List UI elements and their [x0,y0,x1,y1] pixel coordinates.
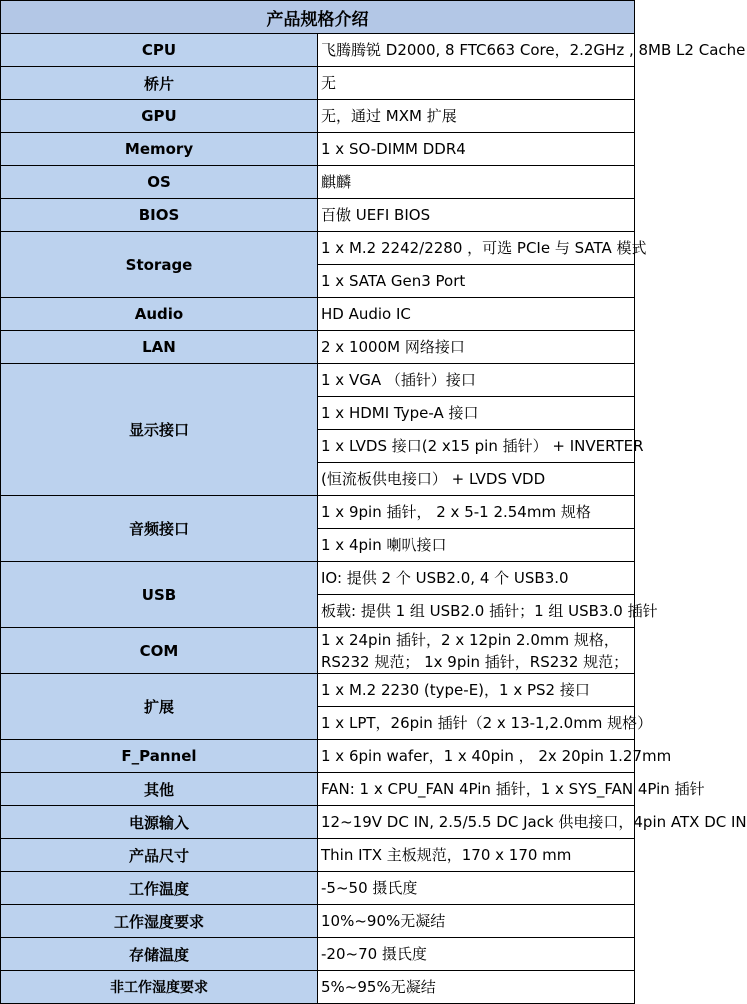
value-display-1: 1 x VGA （插针）接口 [318,364,635,397]
label-os: OS [1,166,318,199]
label-audio: Audio [1,298,318,331]
row-nonop-humidity [1,971,635,1004]
value-com: 1 x 24pin 插针，2 x 12pin 2.0mm 规格，RS232 规范； 1x 9pin 插针，RS232 规范； [318,628,635,674]
value-op-humidity: 10%~90%无凝结 [318,905,635,938]
row-other [1,773,635,806]
label-op-humidity: 工作湿度要求 [1,905,318,938]
label-bridge: 桥片 [1,67,318,100]
row-op-humidity [1,905,635,938]
value-os: 麒麟 [318,166,635,199]
value-audio-interface-1: 1 x 9pin 插针， 2 x 5-1 2.54mm 规格 [318,496,635,529]
title-row [1,1,635,34]
value-usb-2: 板载: 提供 1 组 USB2.0 插针；1 组 USB3.0 插针 [318,595,635,628]
row-os [1,166,635,199]
row-expansion-1 [1,674,635,707]
value-display-2: 1 x HDMI Type-A 接口 [318,397,635,430]
row-storage-temp [1,938,635,971]
value-f-panel: 1 x 6pin wafer，1 x 40pin ， 2x 20pin 1.27mm [318,740,635,773]
row-gpu [1,100,635,133]
value-nonop-humidity: 5%~95%无凝结 [318,971,635,1004]
row-size [1,839,635,872]
value-usb-1: IO: 提供 2 个 USB2.0, 4 个 USB3.0 [318,562,635,595]
value-display-3: 1 x LVDS 接口(2 x15 pin 插针） + INVERTER [318,430,635,463]
value-bios: 百傲 UEFI BIOS [318,199,635,232]
value-op-temp: -5~50 摄氏度 [318,872,635,905]
value-bridge: 无 [318,67,635,100]
row-power [1,806,635,839]
row-bridge [1,67,635,100]
value-cpu: 飞腾腾锐 D2000, 8 FTC663 Core，2.2GHz , 8MB L2 Cache [318,34,635,67]
value-other: FAN: 1 x CPU_FAN 4Pin 插针，1 x SYS_FAN 4Pin 插针 [318,773,635,806]
label-f-panel: F_Pannel [1,740,318,773]
row-com [1,628,635,674]
label-audio-interface: 音频接口 [1,496,318,562]
label-expansion: 扩展 [1,674,318,740]
label-usb: USB [1,562,318,628]
value-memory: 1 x SO-DIMM DDR4 [318,133,635,166]
label-com: COM [1,628,318,674]
value-expansion-1: 1 x M.2 2230 (type-E)，1 x PS2 接口 [318,674,635,707]
value-size: Thin ITX 主板规范，170 x 170 mm [318,839,635,872]
row-display-1 [1,364,635,397]
value-storage-temp: -20~70 摄氏度 [318,938,635,971]
row-audio [1,298,635,331]
row-cpu [1,34,635,67]
row-storage-1 [1,232,635,265]
value-storage-1: 1 x M.2 2242/2280 ，可选 PCIe 与 SATA 模式 [318,232,635,265]
label-op-temp: 工作温度 [1,872,318,905]
row-op-temp [1,872,635,905]
row-memory [1,133,635,166]
label-lan: LAN [1,331,318,364]
row-bios [1,199,635,232]
label-memory: Memory [1,133,318,166]
label-nonop-humidity: 非工作湿度要求 [1,971,318,1004]
value-lan: 2 x 1000M 网络接口 [318,331,635,364]
label-bios: BIOS [1,199,318,232]
label-cpu: CPU [1,34,318,67]
value-power: 12~19V DC IN, 2.5/5.5 DC Jack 供电接口，4pin ATX DC IN [318,806,635,839]
value-expansion-2: 1 x LPT，26pin 插针（2 x 13-1,2.0mm 规格） [318,707,635,740]
row-lan [1,331,635,364]
label-gpu: GPU [1,100,318,133]
label-power: 电源输入 [1,806,318,839]
label-display: 显示接口 [1,364,318,496]
row-audio-if-1 [1,496,635,529]
value-audio: HD Audio IC [318,298,635,331]
row-usb-1 [1,562,635,595]
value-display-4: (恒流板供电接口） + LVDS VDD [318,463,635,496]
value-gpu: 无，通过 MXM 扩展 [318,100,635,133]
label-other: 其他 [1,773,318,806]
label-storage: Storage [1,232,318,298]
value-storage-2: 1 x SATA Gen3 Port [318,265,635,298]
table-title: 产品规格介绍 [1,1,635,34]
label-size: 产品尺寸 [1,839,318,872]
label-storage-temp: 存储温度 [1,938,318,971]
value-audio-interface-2: 1 x 4pin 喇叭接口 [318,529,635,562]
row-f-panel [1,740,635,773]
